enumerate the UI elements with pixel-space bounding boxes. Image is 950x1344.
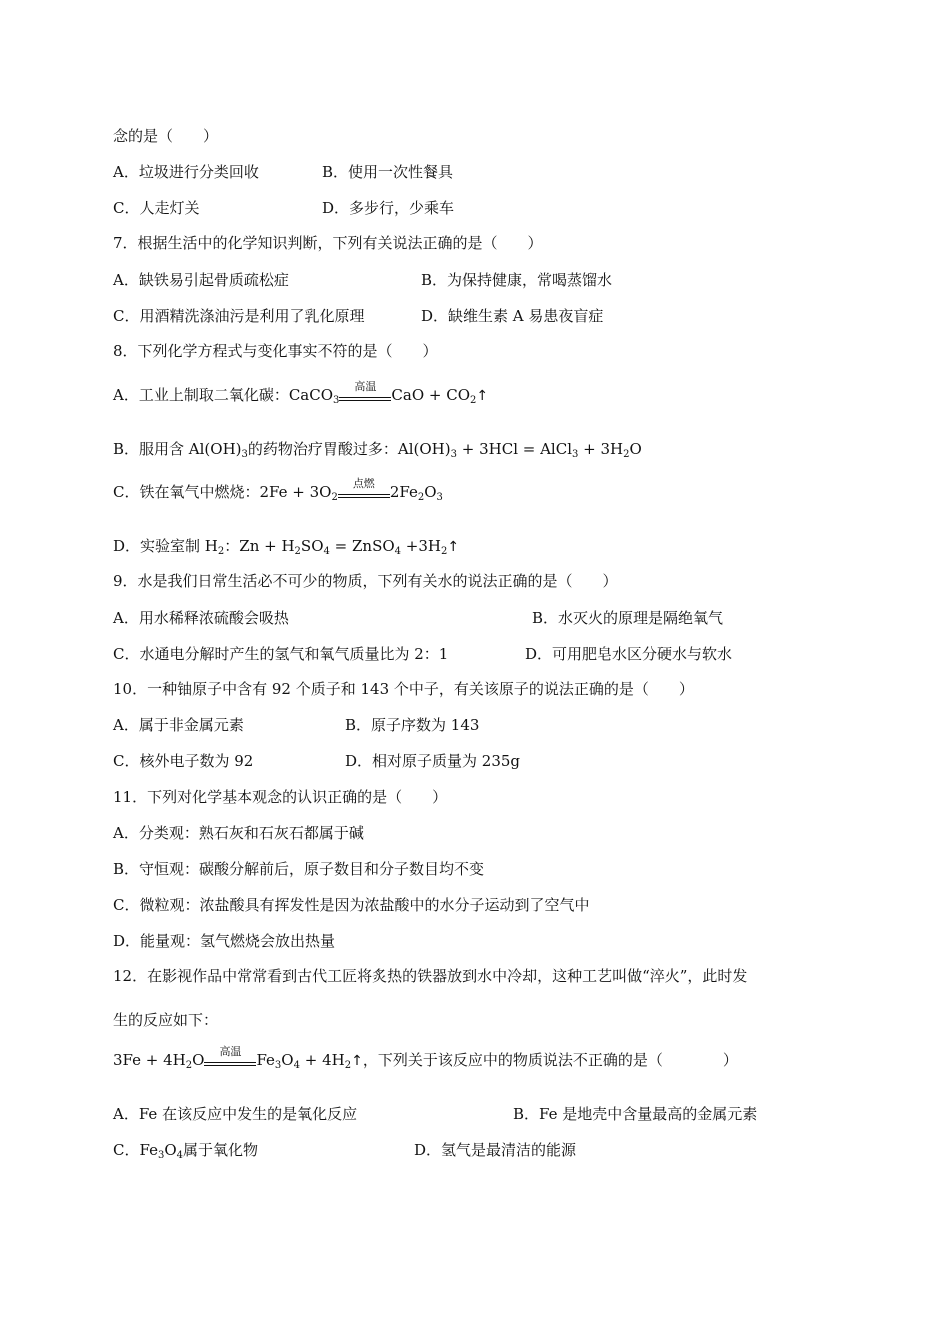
question-stem-tail: 念的是（ ） <box>113 127 219 145</box>
q11-option-c: C．微粒观：浓盐酸具有挥发性是因为浓盐酸中的水分子运动到了空气中 <box>113 896 590 914</box>
gas-arrow-icon: ↑ <box>351 1053 363 1069</box>
q11-option-d: D．能量观：氢气燃烧会放出热量 <box>113 932 336 950</box>
q9-option-a: A．用水稀释浓硫酸会吸热 <box>113 609 289 627</box>
q9-option-b: B．水灭火的原理是隔绝氧气 <box>532 609 724 627</box>
reaction-condition: 高温 <box>204 1050 256 1070</box>
q9-option-d: D．可用肥皂水区分硬水与软水 <box>525 645 733 663</box>
q10-option-a: A．属于非金属元素 <box>113 716 244 734</box>
q12-option-b: B．Fe 是地壳中含量最高的金属元素 <box>513 1105 758 1123</box>
q7-option-b: B．为保持健康，常喝蒸馏水 <box>421 271 613 289</box>
q7-option-c: C．用酒精洗涤油污是利用了乳化原理 <box>113 307 365 325</box>
q10-option-b: B．原子序数为 143 <box>345 716 480 734</box>
q7-stem: 7．根据生活中的化学知识判断，下列有关说法正确的是（ ） <box>113 234 543 252</box>
q9-option-c: C．水通电分解时产生的氢气和氧气质量比为 2：1 <box>113 645 449 663</box>
q6-option-a: A．垃圾进行分类回收 <box>113 163 259 181</box>
gas-arrow-icon: ↑ <box>447 539 460 555</box>
q8-option-b: B．服用含 $Al(OH)_3$的药物治疗胃酸过多：$Al(OH)_3 + 3HCl$ = AlCl$_3$ + $3H_2O$ <box>113 440 642 460</box>
q12-option-c: C．$Fe_3O_4$属于氧化物 <box>113 1141 259 1161</box>
q10-option-d: D．相对原子质量为 235g <box>345 752 521 770</box>
q12-equation: $3Fe + 4H_2O$ 高温 $Fe_3O_4$ + $4H_2↑$，下列关于该反应中的物质说法不正确的是（ ） <box>113 1045 738 1071</box>
q10-option-c: C．核外电子数为 92 <box>113 752 254 770</box>
q12-stem-line2: 生的反应如下： <box>113 1011 219 1029</box>
q7-option-a: A．缺铁易引起骨质疏松症 <box>113 271 289 289</box>
q12-option-a: A．Fe 在该反应中发生的是氧化反应 <box>113 1105 358 1123</box>
reaction-condition: 点燃 <box>338 482 390 502</box>
q9-stem: 9．水是我们日常生活必不可少的物质，下列有关水的说法正确的是（ ） <box>113 572 618 590</box>
gas-arrow-icon: ↑ <box>476 388 489 404</box>
q6-option-d: D．多步行，少乘车 <box>322 199 455 217</box>
q8-option-a: A．工业上制取二氧化碳：CaCO$_3$ 高温 CaO + $CO_2↑$ <box>113 380 489 406</box>
q6-option-c: C．人走灯关 <box>113 199 200 217</box>
q6-option-b: B．使用一次性餐具 <box>322 163 454 181</box>
q11-stem: 11．下列对化学基本观念的认识正确的是（ ） <box>113 788 448 806</box>
q11-option-a: A．分类观：熟石灰和石灰石都属于碱 <box>113 824 364 842</box>
q11-option-b: B．守恒观：碳酸分解前后，原子数目和分子数目均不变 <box>113 860 485 878</box>
q7-option-d: D．缺维生素 A 易患夜盲症 <box>421 307 604 325</box>
q12-option-d: D．氢气是最清洁的能源 <box>414 1141 577 1159</box>
q10-stem: 10．一种铀原子中含有 92 个质子和 143 个中子，有关该原子的说法正确的是（ ） <box>113 680 694 698</box>
q8-option-c: C．铁在氧气中燃烧：$2Fe + 3O_2$ 点燃 $2Fe_2O_3$ <box>113 477 443 503</box>
q8-stem: 8．下列化学方程式与变化事实不符的是（ ） <box>113 342 438 360</box>
reaction-condition: 高温 <box>339 385 391 405</box>
q8-option-d: D．实验室制 $H_2$：$Zn + H_2SO_4$ = ZnSO$_4$ $+3H_2↑$ <box>113 537 460 557</box>
q12-stem-line1: 12．在影视作品中常常看到古代工匠将炙热的铁器放到水中冷却，这种工艺叫做“淬火”，此时发 <box>113 967 748 985</box>
